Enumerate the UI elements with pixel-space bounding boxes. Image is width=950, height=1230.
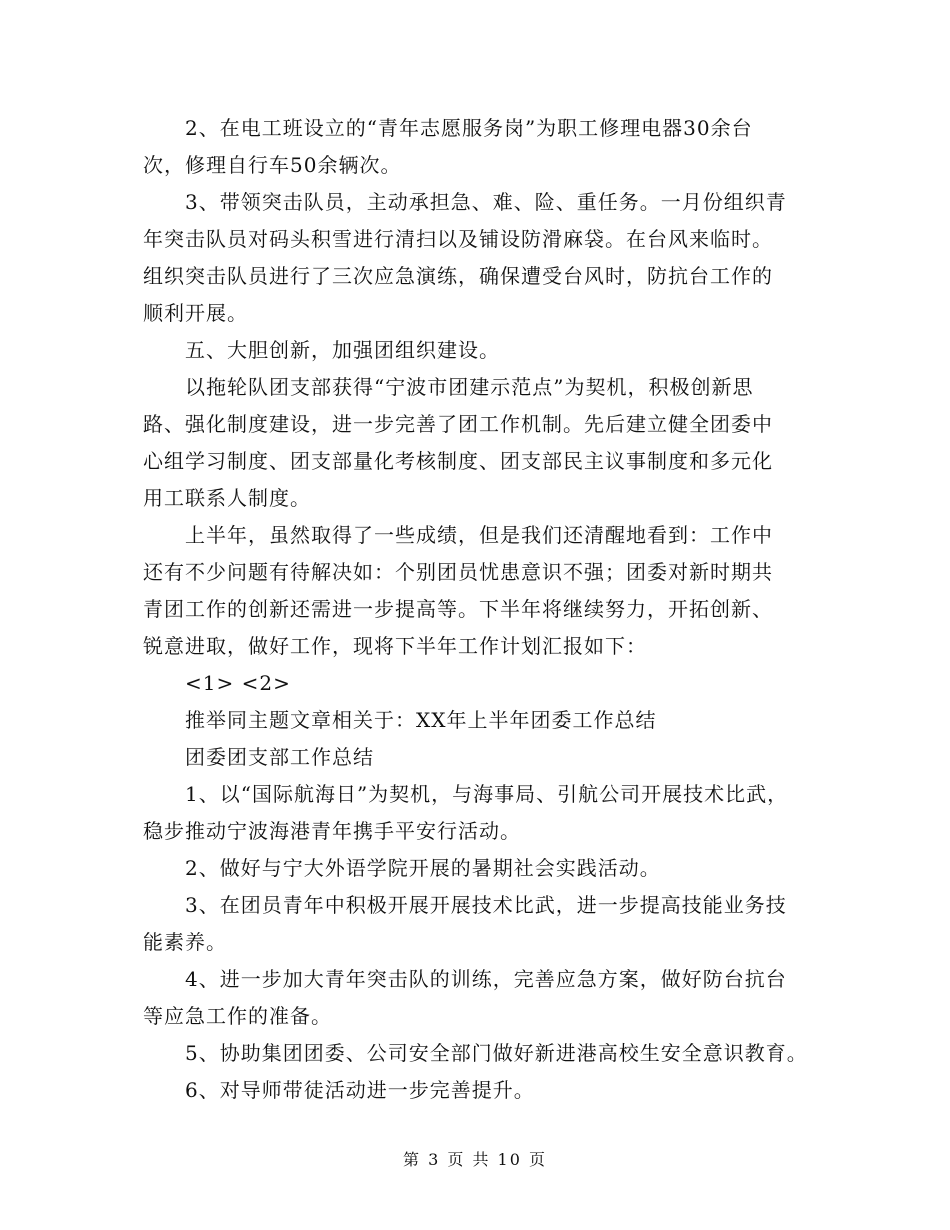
related-articles <box>143 702 823 739</box>
page-middle: 页 共 <box>447 1150 491 1169</box>
section-heading-5 <box>143 332 823 369</box>
text-line: 青团工作的创新还需进一步提高等。下半年将继续努力，开拓创新、 <box>143 597 773 621</box>
text-line: 能素养。 <box>143 930 227 954</box>
text-line: 2、在电工班设立的“青年志愿服务岗”为职工修理电器30余台 <box>185 116 753 140</box>
text-line: 锐意进取，做好工作，现将下半年工作计划汇报如下： <box>143 634 647 658</box>
page-footer <box>0 1148 950 1172</box>
text-line: 2、做好与宁大外语学院开展的暑期社会实践活动。 <box>185 856 661 880</box>
page-links <box>143 665 823 702</box>
heading-line: 五、大胆创新，加强团组织建设。 <box>185 338 500 362</box>
page-suffix: 页 <box>529 1150 548 1169</box>
text-line: 1、以“国际航海日”为契机，与海事局、引航公司开展技术比武， <box>185 782 789 806</box>
paragraph-4 <box>143 369 823 517</box>
text-line: 顺利开展。 <box>143 301 248 325</box>
plan-item-1 <box>143 776 823 850</box>
text-line: 以拖轮队团支部获得“宁波市团建示范点”为契机，积极创新思 <box>185 375 754 399</box>
text-line: 6、对导师带徒活动进一步完善提升。 <box>185 1078 535 1102</box>
text-line: 年突击队员对码头积雪进行清扫以及铺设防滑麻袋。在台风来临时。 <box>143 227 773 251</box>
paragraph-5 <box>143 517 823 665</box>
text-line: 等应急工作的准备。 <box>143 1004 332 1028</box>
text-line: 心组学习制度、团支部量化考核制度、团支部民主议事制度和多元化 <box>143 449 773 473</box>
text-line: 次，修理自行车50余辆次。 <box>143 153 402 177</box>
text-line: 组织突击队员进行了三次应急演练，确保遭受台风时，防抗台工作的 <box>143 264 773 288</box>
page-link-line[interactable]: <1> <2> <box>185 671 291 695</box>
page-total: 10 <box>497 1150 522 1169</box>
paragraph-2 <box>143 184 823 332</box>
text-line: 稳步推动宁波海港青年携手平安行活动。 <box>143 819 521 843</box>
plan-item-3 <box>143 887 823 961</box>
related-article-title <box>143 739 823 776</box>
related-article-link[interactable]: 团委团支部工作总结 <box>185 745 374 769</box>
text-line: 5、协助集团团委、公司安全部门做好新进港高校生安全意识教育。 <box>185 1041 808 1065</box>
plan-item-4 <box>143 961 823 1035</box>
text-line: 上半年，虽然取得了一些成绩，但是我们还清醒地看到：工作中 <box>185 523 773 547</box>
page-prefix: 第 <box>402 1150 421 1169</box>
document-body <box>143 110 823 1109</box>
text-line: 3、在团员青年中积极开展开展技术比武，进一步提高技能业务技 <box>185 893 787 917</box>
plan-item-5 <box>143 1035 823 1072</box>
paragraph-1 <box>143 110 823 184</box>
page-number: 3 <box>428 1150 441 1169</box>
related-article-line: 推举同主题文章相关于：XX年上半年团委工作总结 <box>185 708 657 732</box>
text-line: 3、带领突击队员，主动承担急、难、险、重任务。一月份组织青 <box>185 190 787 214</box>
text-line: 用工联系人制度。 <box>143 486 311 510</box>
plan-item-6 <box>143 1072 823 1109</box>
plan-item-2 <box>143 850 823 887</box>
text-line: 还有不少问题有待解决如：个别团员忧患意识不强；团委对新时期共 <box>143 560 773 584</box>
text-line: 4、进一步加大青年突击队的训练，完善应急方案，做好防台抗台 <box>185 967 787 991</box>
text-line: 路、强化制度建设，进一步完善了团工作机制。先后建立健全团委中 <box>143 412 773 436</box>
